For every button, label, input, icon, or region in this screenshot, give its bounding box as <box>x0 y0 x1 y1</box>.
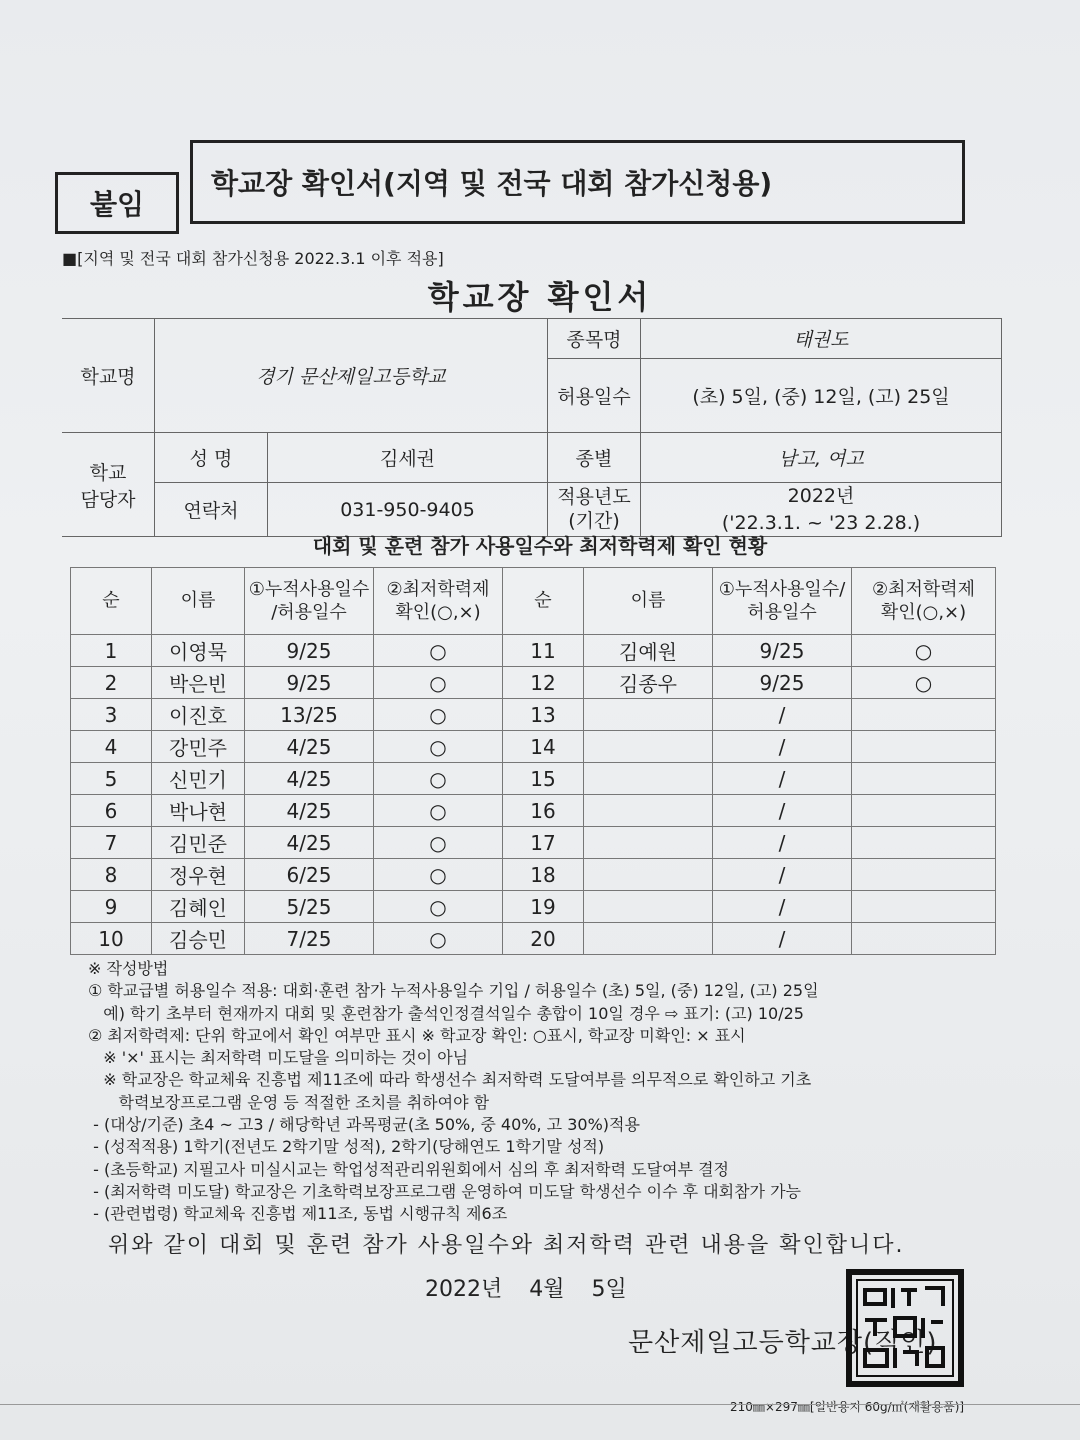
row-no: 5 <box>71 763 152 795</box>
col-no: 순 <box>71 568 152 635</box>
row-days: 9/25 <box>245 667 374 699</box>
row-name: 김예원 <box>584 635 713 667</box>
col-days: ①누적사용일수 /허용일수 <box>245 568 374 635</box>
official-seal <box>845 1268 965 1388</box>
contact-value: 031-950-9405 <box>268 483 548 537</box>
note-line: - (초등학교) 지필고사 미실시교는 학업성적관리위원회에서 심의 후 최저학력 도달여부 결정 <box>88 1159 729 1179</box>
note-line: ② 최저학력제: 단위 학교에서 확인 여부만 표시 ※ 학교장 확인: ○표시, 학교장 미확인: × 표시 <box>88 1025 746 1045</box>
row-check: ○ <box>374 635 503 667</box>
status-table <box>70 567 996 955</box>
table-row <box>71 891 996 923</box>
table-row <box>71 859 996 891</box>
row-check: ○ <box>374 699 503 731</box>
row-no: 19 <box>503 891 584 923</box>
period-value: ('22.3.1. ~ '23 2.28.) <box>721 511 921 534</box>
row-check <box>852 859 996 891</box>
school-name-value: 경기 문산제일고등학교 <box>155 319 548 433</box>
row-name: 김승민 <box>152 923 245 955</box>
note-line: 예) 학기 초부터 현재까지 대회 및 훈련참가 출석인정결석일수 총합이 10일 경우 ⇨ 표기: (고) 10/25 <box>88 1003 804 1023</box>
row-days: 7/25 <box>245 923 374 955</box>
row-check: ○ <box>374 923 503 955</box>
row-name <box>584 763 713 795</box>
sport-value: 태권도 <box>641 319 1002 359</box>
row-no: 2 <box>71 667 152 699</box>
row-days: 9/25 <box>245 635 374 667</box>
row-days: / <box>713 795 852 827</box>
col-days-right: ①누적사용일수/ 허용일수 <box>713 568 852 635</box>
header-title: 학교장 확인서(지역 및 전국 대회 참가신청용) <box>190 140 965 224</box>
col-name: 이름 <box>152 568 245 635</box>
row-no: 4 <box>71 731 152 763</box>
note-line: ※ 작성방법 <box>88 959 169 978</box>
col-name-right: 이름 <box>584 568 713 635</box>
writing-notes <box>88 958 1018 1226</box>
row-name: 이진호 <box>152 699 245 731</box>
document-title: 학교장 확인서 <box>427 278 653 316</box>
table-row <box>71 763 996 795</box>
attachment-label: 붙임 <box>55 172 179 234</box>
row-days: / <box>713 923 852 955</box>
divider <box>0 1404 1080 1405</box>
gender-label: 종별 <box>548 433 641 483</box>
row-check: ○ <box>374 667 503 699</box>
row-check <box>852 763 996 795</box>
row-no: 6 <box>71 795 152 827</box>
row-days: 4/25 <box>245 827 374 859</box>
row-no: 16 <box>503 795 584 827</box>
row-check <box>852 891 996 923</box>
row-check <box>852 731 996 763</box>
note-line: - (성적적용) 1학기(전년도 2학기말 성적), 2학기(당해연도 1학기말 성적) <box>88 1137 605 1157</box>
note-line: ※ '×' 표시는 최저학력 미도달을 의미하는 것이 아님 <box>88 1048 469 1068</box>
row-days: 13/25 <box>245 699 374 731</box>
note-line: ① 학교급별 허용일수 적용: 대회·훈련 참가 누적사용일수 기입 / 허용일수 (초) 5일, (중) 12일, (고) 25일 <box>88 981 819 1001</box>
issue-date: 2022년 4월 5일 <box>425 1277 627 1302</box>
name-label: 성 명 <box>155 433 268 483</box>
row-no: 13 <box>503 699 584 731</box>
note-line: - (대상/기준) 초4 ~ 고3 / 해당학년 과목평균(초 50%, 중 40%, 고 30%)적용 <box>88 1115 640 1135</box>
col-no-right: 순 <box>503 568 584 635</box>
row-no: 11 <box>503 635 584 667</box>
row-check: ○ <box>852 635 996 667</box>
row-days: 9/25 <box>713 667 852 699</box>
row-no: 17 <box>503 827 584 859</box>
row-check: ○ <box>374 795 503 827</box>
row-check: ○ <box>852 667 996 699</box>
row-days: / <box>713 731 852 763</box>
row-name <box>584 795 713 827</box>
table-row <box>71 827 996 859</box>
year-value: 2022년 <box>787 485 855 507</box>
contact-label: 연락처 <box>155 483 268 537</box>
row-days: 9/25 <box>713 635 852 667</box>
note-line: ※ 학교장은 학교체육 진흥법 제11조에 따라 학생선수 최저학력 도달여부를 의무적으로 확인하고 기초 <box>88 1070 812 1090</box>
table-row <box>71 667 996 699</box>
row-days: 4/25 <box>245 731 374 763</box>
row-no: 8 <box>71 859 152 891</box>
row-check: ○ <box>374 763 503 795</box>
school-info-table <box>62 318 1002 537</box>
sport-label: 종목명 <box>548 319 641 359</box>
row-name <box>584 827 713 859</box>
row-days: / <box>713 763 852 795</box>
note-line: 학력보장프로그램 운영 등 적절한 조치를 취하여야 함 <box>88 1092 490 1112</box>
row-no: 10 <box>71 923 152 955</box>
row-check <box>852 795 996 827</box>
row-no: 9 <box>71 891 152 923</box>
allowed-days-label: 허용일수 <box>548 359 641 433</box>
school-name-label: 학교명 <box>62 319 155 433</box>
row-no: 12 <box>503 667 584 699</box>
row-check <box>852 923 996 955</box>
staff-label: 학교 담당자 <box>62 433 155 537</box>
allowed-days-value: (초) 5일, (중) 12일, (고) 25일 <box>641 359 1002 433</box>
row-days: / <box>713 891 852 923</box>
table-row <box>71 795 996 827</box>
row-no: 15 <box>503 763 584 795</box>
row-days: 5/25 <box>245 891 374 923</box>
row-name: 이영묵 <box>152 635 245 667</box>
gender-value: 남고, 여고 <box>641 433 1002 483</box>
row-name: 박은빈 <box>152 667 245 699</box>
col-check-right: ②최저학력제 확인(○,×) <box>852 568 996 635</box>
row-no: 1 <box>71 635 152 667</box>
row-no: 20 <box>503 923 584 955</box>
row-days: / <box>713 859 852 891</box>
row-check <box>852 827 996 859</box>
year-cell <box>641 483 1002 537</box>
row-no: 14 <box>503 731 584 763</box>
row-name <box>584 923 713 955</box>
row-check <box>852 699 996 731</box>
row-check: ○ <box>374 731 503 763</box>
row-name: 김종우 <box>584 667 713 699</box>
row-days: 4/25 <box>245 763 374 795</box>
note-line: - (관련법령) 학교체육 진흥법 제11조, 동법 시행규칙 제6조 <box>88 1204 508 1224</box>
row-days: / <box>713 827 852 859</box>
section-title: 대회 및 훈련 참가 사용일수와 최저학력제 확인 현황 <box>312 534 768 558</box>
row-check: ○ <box>374 891 503 923</box>
table-row <box>71 923 996 955</box>
row-name: 정우현 <box>152 859 245 891</box>
row-no: 18 <box>503 859 584 891</box>
staff-name-value: 김세권 <box>268 433 548 483</box>
row-name <box>584 891 713 923</box>
row-name: 신민기 <box>152 763 245 795</box>
row-no: 3 <box>71 699 152 731</box>
row-days: 6/25 <box>245 859 374 891</box>
row-name: 강민주 <box>152 731 245 763</box>
table-row <box>71 635 996 667</box>
signer: 문산제일고등학교장(직인) <box>628 1328 938 1358</box>
row-check: ○ <box>374 827 503 859</box>
note-line: - (최저학력 미도달) 학교장은 기초학력보장프로그램 운영하여 미도달 학생선수 이수 후 대회참가 가능 <box>88 1181 801 1201</box>
applicability-note: ■[지역 및 전국 대회 참가신청용 2022.3.1 이후 적용] <box>62 249 444 268</box>
table-row <box>71 731 996 763</box>
confirmation-statement: 위와 같이 대회 및 훈련 참가 사용일수와 최저학력 관련 내용을 확인합니다. <box>108 1233 905 1258</box>
row-name <box>584 699 713 731</box>
year-label: 적용년도 (기간) <box>548 483 641 537</box>
row-days: 4/25 <box>245 795 374 827</box>
row-name: 김혜인 <box>152 891 245 923</box>
row-days: / <box>713 699 852 731</box>
col-check: ②최저학력제 확인(○,×) <box>374 568 503 635</box>
row-no: 7 <box>71 827 152 859</box>
row-check: ○ <box>374 859 503 891</box>
row-name <box>584 731 713 763</box>
row-name <box>584 859 713 891</box>
paper-spec: 210㎜×297㎜[일반용지 60g/㎡(재활용품)] <box>730 1400 965 1414</box>
table-row <box>71 699 996 731</box>
row-name: 김민준 <box>152 827 245 859</box>
row-name: 박나현 <box>152 795 245 827</box>
